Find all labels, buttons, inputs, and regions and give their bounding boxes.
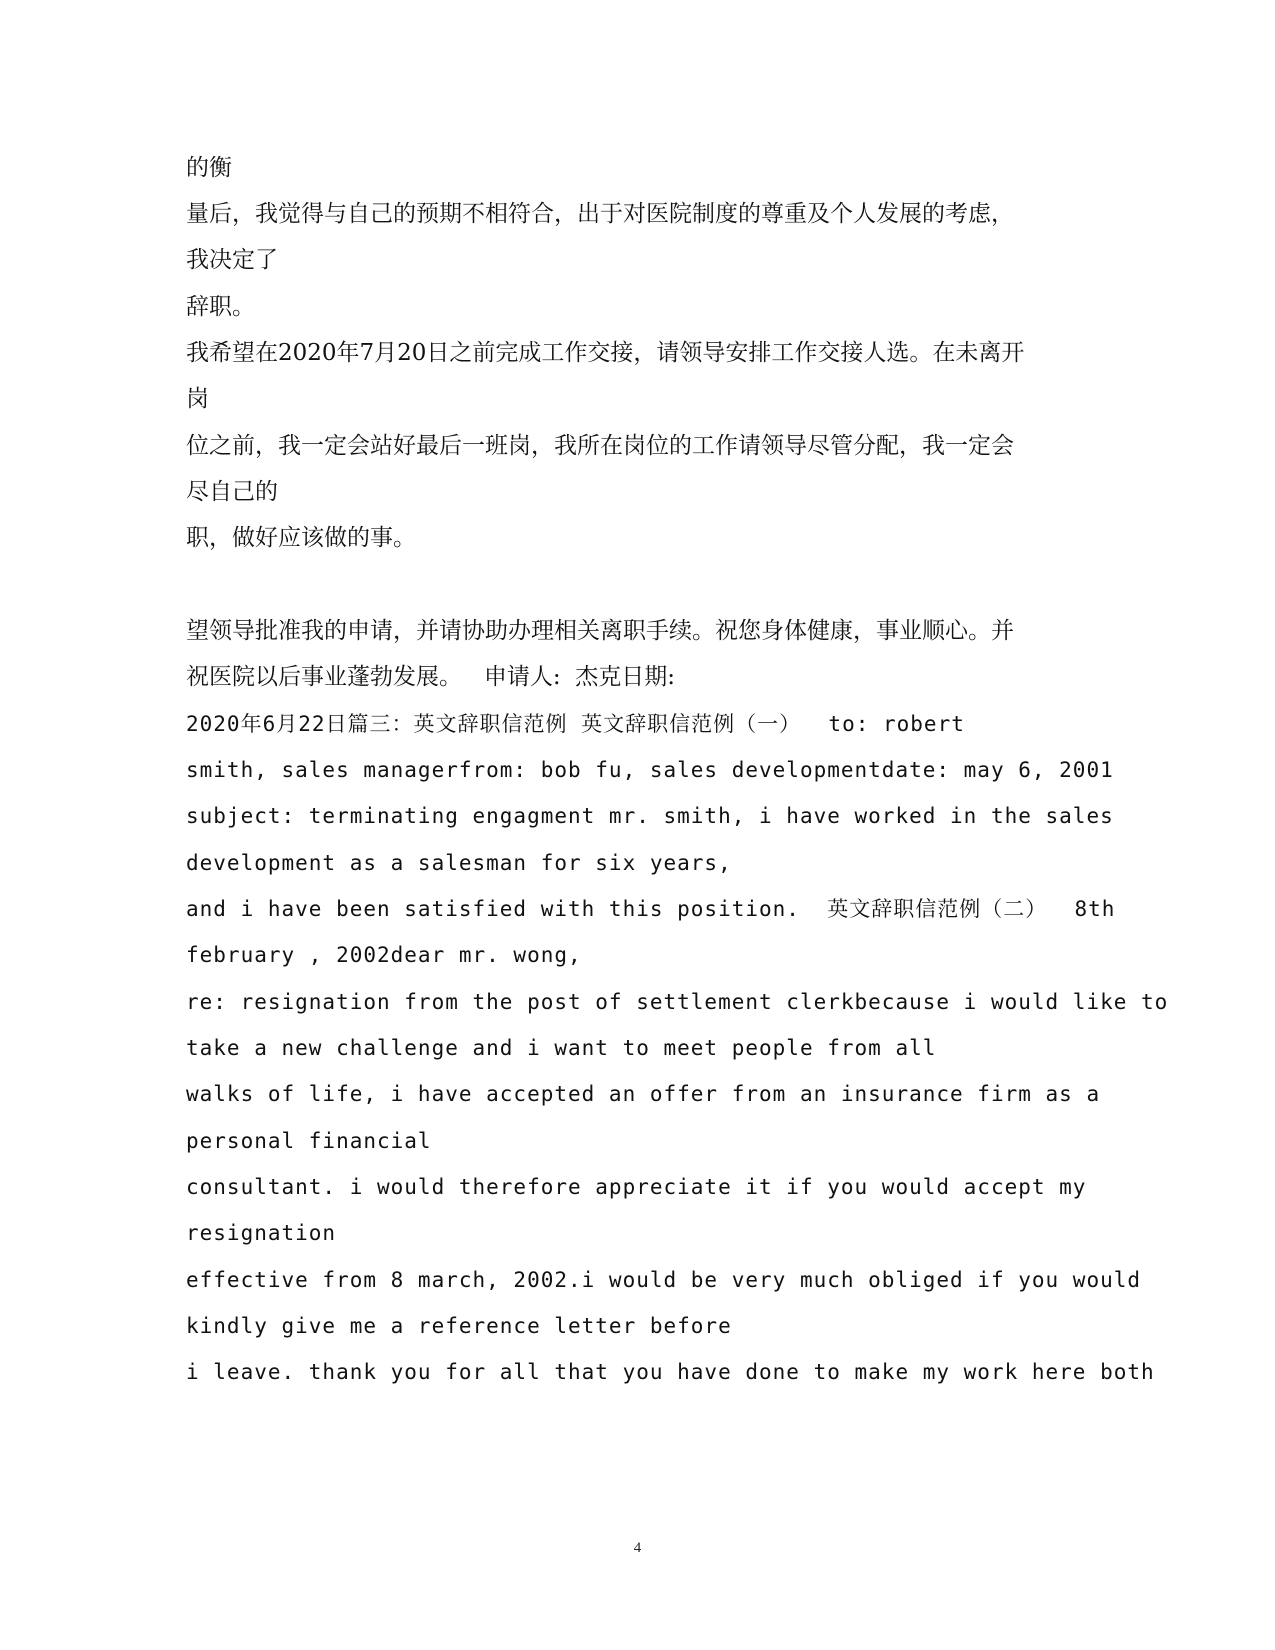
text-line: i leave. thank you for all that you have done to make my work here both — [186, 1360, 1155, 1384]
text-line: 我希望在2020年7月20日之前完成工作交接，请领导安排工作交接人选。在未离开 — [186, 340, 1025, 366]
text-line: resignation — [186, 1221, 337, 1245]
text-line: 岗 — [186, 386, 209, 412]
text-line: take a new challenge and i want to meet people from all — [186, 1036, 937, 1060]
text-line: 量后，我觉得与自己的预期不相符合，出于对医院制度的尊重及个人发展的考虑， — [186, 201, 1014, 227]
text-line: 望领导批准我的申请，并请协助办理相关离职手续。祝您身体健康，事业顺心。并 — [186, 618, 1014, 644]
text-line: walks of life, i have accepted an offer from an insurance firm as a — [186, 1082, 1101, 1106]
text-line: 2020年6月22日篇三：英文辞职信范例 英文辞职信范例（一） to: robert — [186, 712, 965, 736]
text-line: effective from 8 march, 2002.i would be very much obliged if you would — [186, 1268, 1142, 1292]
text-line: 的衡 — [186, 155, 232, 181]
text-line: 尽自己的 — [186, 479, 278, 505]
text-line: 位之前，我一定会站好最后一班岗，我所在岗位的工作请领导尽管分配，我一定会 — [186, 433, 1014, 459]
text-line: subject: terminating engagment mr. smith, i have worked in the sales — [186, 804, 1114, 828]
page-number: 4 — [633, 1540, 642, 1556]
text-line: 我决定了 — [186, 247, 278, 273]
text-line: 辞职。 — [186, 294, 255, 320]
text-line: development as a salesman for six years, — [186, 851, 732, 875]
text-line: consultant. i would therefore appreciate it if you would accept my — [186, 1175, 1087, 1199]
text-line: february , 2002dear mr. wong, — [186, 943, 582, 967]
text-line: 职，做好应该做的事。 — [186, 525, 416, 551]
text-line: kindly give me a reference letter before — [186, 1314, 732, 1338]
text-line: 祝医院以后事业蓬勃发展。 申请人: 杰克日期: — [186, 664, 676, 690]
text-line: re: resignation from the post of settlement clerkbecause i would like to — [186, 990, 1169, 1014]
text-line: smith, sales managerfrom: bob fu, sales developmentdate: may 6, 2001 — [186, 758, 1114, 782]
text-line: personal financial — [186, 1129, 432, 1153]
text-line: and i have been satisfied with this position. 英文辞职信范例（二） 8th — [186, 897, 1116, 921]
